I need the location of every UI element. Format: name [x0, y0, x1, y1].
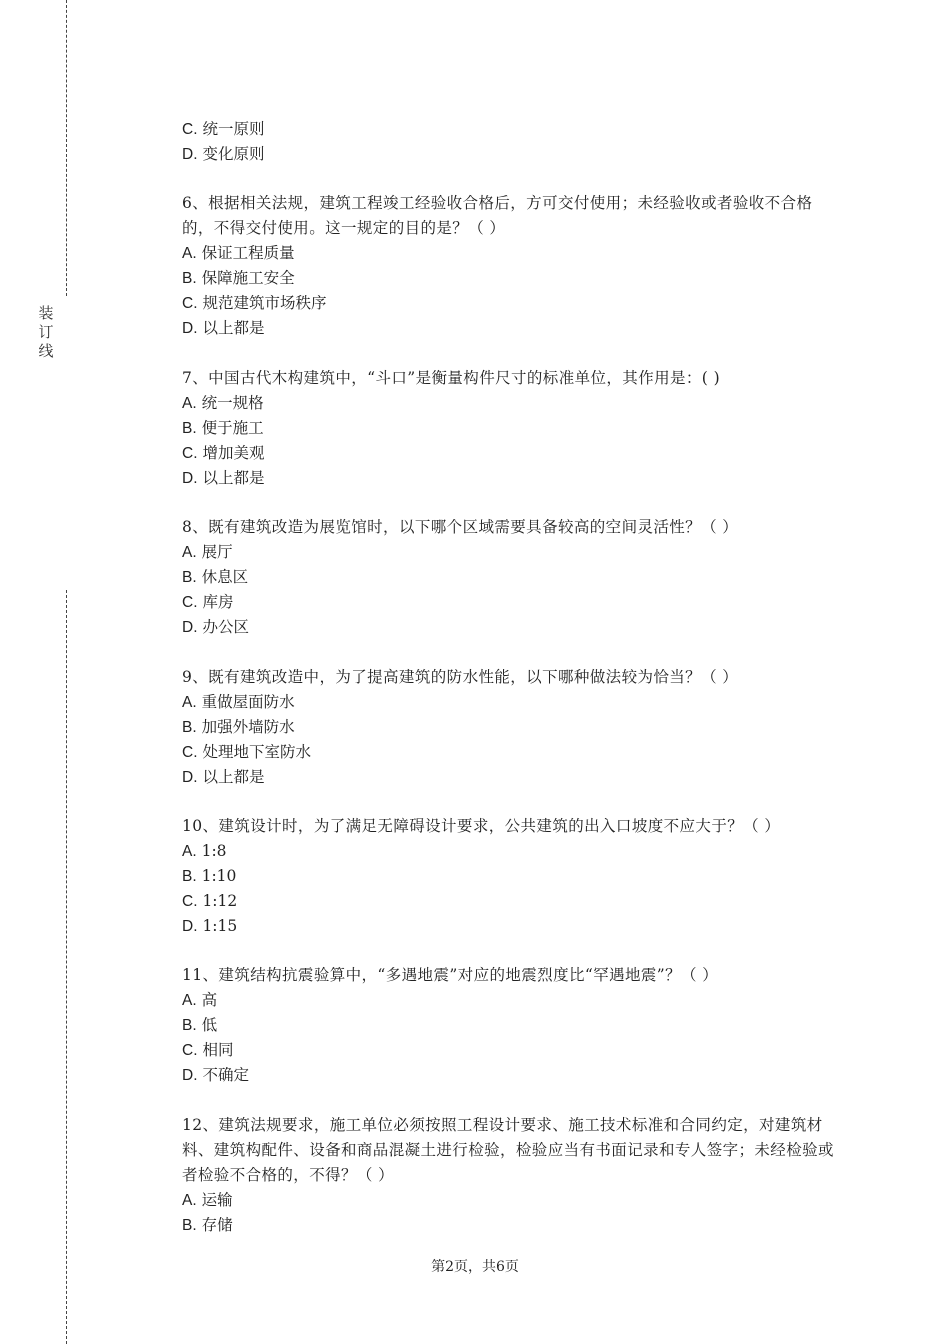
question-stem: 10、建筑设计时，为了满足无障碍设计要求，公共建筑的出入口坡度不应大于？（ ）: [182, 816, 781, 835]
option-text: 加强外墙防水: [201, 717, 295, 736]
option-text: 展厅: [201, 543, 233, 562]
option-text: 1:15: [202, 916, 238, 935]
binding-char: 装: [38, 304, 54, 322]
option-text: 1:8: [201, 841, 227, 860]
answer-option: [182, 988, 842, 1013]
answer-option: [182, 740, 842, 765]
page-footer: 第2页，共6页: [431, 1259, 519, 1275]
option-letter: D.: [182, 917, 198, 935]
answer-option: [182, 391, 842, 416]
answer-option: [182, 715, 842, 740]
answer-option: [182, 1213, 842, 1238]
question-stem: 11、建筑结构抗震验算中，“多遇地震”对应的地震烈度比“罕遇地震”？（ ）: [182, 966, 719, 985]
option-text: 以上都是: [202, 767, 265, 786]
option-text: 变化原则: [202, 145, 265, 163]
option-letter: A.: [182, 394, 197, 412]
option-letter: A.: [182, 693, 197, 711]
option-letter: C.: [182, 1042, 198, 1060]
binding-dashed-line-top: [66, 0, 67, 296]
question-stem: 6、根据相关法规，建筑工程竣工经验收合格后，方可交付使用；未经验收或者验收不合格的，不得交付使用。这一规定的目的是？（ ）: [182, 194, 813, 238]
answer-option: [182, 241, 842, 266]
question-stem: 7、中国古代木构建筑中，“斗口”是衡量构件尺寸的标准单位，其作用是：( ): [182, 368, 721, 387]
option-letter: D.: [182, 320, 198, 338]
answer-option: [182, 690, 842, 715]
option-text: 高: [201, 991, 218, 1010]
answer-option: [182, 864, 842, 889]
option-letter: B.: [182, 718, 197, 736]
option-text: 低: [201, 1016, 218, 1035]
answer-option: [182, 839, 842, 864]
option-letter: C.: [182, 444, 198, 462]
option-text: 统一规格: [201, 393, 264, 412]
question-block: [182, 117, 842, 167]
answer-option: [182, 142, 842, 167]
answer-option: [182, 117, 842, 142]
option-letter: B.: [182, 1216, 197, 1234]
question-block: [182, 515, 842, 640]
answer-option: [182, 466, 842, 491]
question-block: [182, 1113, 842, 1238]
option-text: 增加美观: [202, 443, 265, 462]
answer-option: [182, 316, 842, 341]
answer-option: [182, 291, 842, 316]
option-text: 库房: [202, 593, 234, 612]
answer-option: [182, 1188, 842, 1213]
binding-line-label: [38, 304, 54, 361]
option-text: 运输: [201, 1190, 233, 1209]
option-text: 办公区: [202, 618, 249, 637]
question-block: [182, 814, 842, 939]
option-letter: A.: [182, 992, 197, 1010]
option-letter: A.: [182, 1191, 197, 1209]
option-letter: C.: [182, 121, 198, 138]
answer-option: [182, 765, 842, 790]
option-letter: C.: [182, 594, 198, 612]
option-text: 保证工程质量: [201, 244, 295, 263]
option-letter: B.: [182, 569, 197, 587]
option-text: 以上都是: [202, 319, 265, 338]
option-text: 以上都是: [202, 468, 265, 487]
answer-option: [182, 1063, 842, 1088]
answer-option: [182, 914, 842, 939]
binding-char: 订: [38, 323, 54, 341]
option-text: 1:10: [201, 866, 237, 885]
option-letter: D.: [182, 619, 198, 637]
option-letter: B.: [182, 270, 197, 288]
option-text: 规范建筑市场秩序: [202, 294, 327, 313]
option-letter: D.: [182, 146, 198, 163]
option-text: 处理地下室防水: [202, 742, 311, 761]
option-letter: C.: [182, 295, 198, 313]
option-letter: A.: [182, 245, 197, 263]
binding-char: 线: [38, 342, 54, 360]
question-block: [182, 665, 842, 790]
question-stem: 8、既有建筑改造为展览馆时，以下哪个区域需要具备较高的空间灵活性？（ ）: [182, 518, 739, 537]
option-letter: B.: [182, 419, 197, 437]
option-letter: D.: [182, 1067, 198, 1085]
option-text: 统一原则: [202, 120, 265, 138]
option-text: 1:12: [202, 891, 238, 910]
option-letter: D.: [182, 768, 198, 786]
answer-option: [182, 615, 842, 640]
option-letter: B.: [182, 1017, 197, 1035]
option-text: 存储: [201, 1215, 233, 1234]
option-text: 保障施工安全: [201, 269, 295, 288]
question-stem: 12、建筑法规要求，施工单位必须按照工程设计要求、施工技术标准和合同约定，对建筑材料、建筑构配件、设备和商品混凝土进行检验，检验应当有书面记录和专人签字；未经检验或者检验不合格的，不得？（ ）: [182, 1115, 834, 1184]
option-text: 不确定: [202, 1066, 249, 1085]
question-stem: 9、既有建筑改造中，为了提高建筑的防水性能，以下哪种做法较为恰当？（ ）: [182, 667, 739, 686]
option-text: 休息区: [201, 568, 249, 587]
option-text: 重做屋面防水: [201, 692, 295, 711]
question-block: [182, 963, 842, 1088]
option-letter: A.: [182, 842, 197, 860]
answer-option: [182, 1013, 842, 1038]
answer-option: [182, 266, 842, 291]
answer-option: [182, 565, 842, 590]
answer-option: [182, 1038, 842, 1063]
option-letter: B.: [182, 867, 197, 885]
answer-option: [182, 590, 842, 615]
answer-option: [182, 441, 842, 466]
answer-option: [182, 416, 842, 441]
option-letter: A.: [182, 544, 197, 562]
option-letter: D.: [182, 469, 198, 487]
option-text: 便于施工: [201, 418, 264, 437]
binding-dashed-line-bottom: [66, 590, 67, 1344]
option-text: 相同: [202, 1041, 234, 1060]
option-letter: C.: [182, 743, 198, 761]
option-letter: C.: [182, 892, 198, 910]
answer-option: [182, 540, 842, 565]
answer-option: [182, 889, 842, 914]
question-list: [182, 117, 842, 1262]
question-block: [182, 366, 842, 491]
question-block: [182, 191, 842, 341]
